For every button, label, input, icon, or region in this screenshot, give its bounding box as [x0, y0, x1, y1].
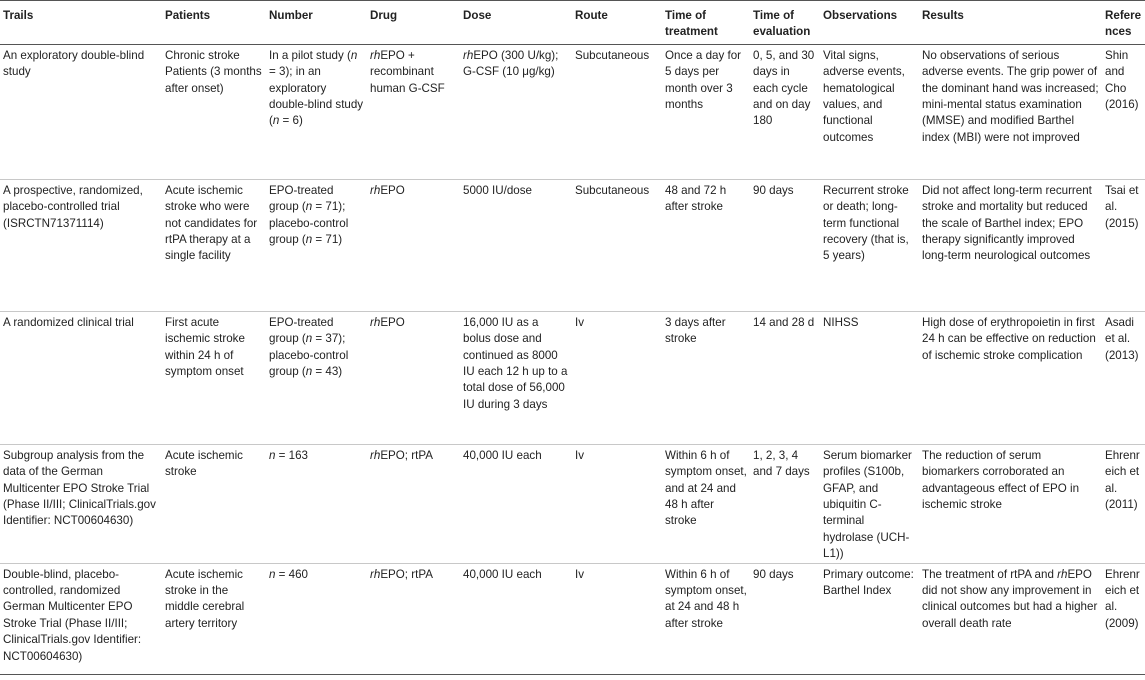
- cell-drug: rhEPO: [367, 311, 460, 444]
- table-row: [0, 444, 1145, 563]
- cell-results: High dose of erythropoietin in first 24 h can be effective on reduction of ischemic stroke complication: [919, 311, 1102, 444]
- cell-references: Shin and Cho (2016): [1102, 44, 1145, 179]
- cell-references: Ehrenreich et al. (2011): [1102, 444, 1145, 563]
- table-row: [0, 179, 1145, 311]
- cell-time-of-treatment: Once a day for 5 days per month over 3 months: [662, 44, 750, 179]
- header-dose: Dose: [460, 1, 572, 45]
- cell-dose: 40,000 IU each: [460, 444, 572, 563]
- header-observations: Observations: [820, 1, 919, 45]
- cell-observations: Serum biomarker profiles (S100b, GFAP, and ubiquitin C-terminal hydrolase (UCH-L1)): [820, 444, 919, 563]
- cell-patients: Acute ischemic stroke: [162, 444, 266, 563]
- cell-time-of-evaluation: 90 days: [750, 563, 820, 674]
- table-row: [0, 44, 1145, 179]
- header-time-of-treatment: Time of treatment: [662, 1, 750, 45]
- cell-time-of-treatment: 48 and 72 h after stroke: [662, 179, 750, 311]
- cell-route: Subcutaneous: [572, 179, 662, 311]
- table-row: [0, 311, 1145, 444]
- cell-time-of-treatment: Within 6 h of symptom onset, and at 24 and 48 h after stroke: [662, 444, 750, 563]
- cell-results: The reduction of serum biomarkers corroborated an advantageous effect of EPO in ischemic stroke: [919, 444, 1102, 563]
- cell-time-of-treatment: Within 6 h of symptom onset, at 24 and 48 h after stroke: [662, 563, 750, 674]
- cell-route: Iv: [572, 311, 662, 444]
- cell-trails: A randomized clinical trial: [0, 311, 162, 444]
- header-drug: Drug: [367, 1, 460, 45]
- cell-results: No observations of serious adverse events. The grip power of the dominant hand was increased; mini-mental status examination (MMSE) and modified Barthel index (MBI) were not improved: [919, 44, 1102, 179]
- cell-time-of-evaluation: 90 days: [750, 179, 820, 311]
- cell-time-of-evaluation: 0, 5, and 30 days in each cycle and on day 180: [750, 44, 820, 179]
- header-trails: Trails: [0, 1, 162, 45]
- cell-time-of-evaluation: 14 and 28 d: [750, 311, 820, 444]
- cell-trails: An exploratory double-blind study: [0, 44, 162, 179]
- cell-trails: Double-blind, placebo-controlled, randomized German Multicenter EPO Stroke Trial (Phase II/III; ClinicalTrials.gov Identifier: NCT00604630): [0, 563, 162, 674]
- cell-number: EPO-treated group (n = 71); placebo-control group (n = 71): [266, 179, 367, 311]
- cell-observations: Recurrent stroke or death; long-term functional recovery (that is, 5 years): [820, 179, 919, 311]
- header-patients: Patients: [162, 1, 266, 45]
- cell-trails: A prospective, randomized, placebo-controlled trial (ISRCTN71371114): [0, 179, 162, 311]
- header-row: [0, 1, 1145, 45]
- table-row: [0, 563, 1145, 674]
- cell-dose: 16,000 IU as a bolus dose and continued as 8000 IU each 12 h up to a total dose of 56,000 IU during 3 days: [460, 311, 572, 444]
- cell-drug: rhEPO + recombinant human G-CSF: [367, 44, 460, 179]
- cell-number: n = 460: [266, 563, 367, 674]
- cell-route: Subcutaneous: [572, 44, 662, 179]
- cell-number: In a pilot study (n = 3); in an exploratory double-blind study (n = 6): [266, 44, 367, 179]
- header-route: Route: [572, 1, 662, 45]
- cell-number: EPO-treated group (n = 37); placebo-control group (n = 43): [266, 311, 367, 444]
- cell-observations: Primary outcome: Barthel Index: [820, 563, 919, 674]
- cell-drug: rhEPO; rtPA: [367, 563, 460, 674]
- cell-patients: Chronic stroke Patients (3 months after onset): [162, 44, 266, 179]
- header-number: Number: [266, 1, 367, 45]
- cell-dose: rhEPO (300 U/kg); G-CSF (10 μg/kg): [460, 44, 572, 179]
- cell-results: The treatment of rtPA and rhEPO did not show any improvement in clinical outcomes but had a higher overall death rate: [919, 563, 1102, 674]
- cell-references: Tsai et al. (2015): [1102, 179, 1145, 311]
- header-results: Results: [919, 1, 1102, 45]
- cell-time-of-evaluation: 1, 2, 3, 4 and 7 days: [750, 444, 820, 563]
- cell-route: Iv: [572, 563, 662, 674]
- cell-trails: Subgroup analysis from the data of the German Multicenter EPO Stroke Trial (Phase II/III; ClinicalTrials.gov Identifier: NCT00604630): [0, 444, 162, 563]
- header-time-of-evaluation: Time of evaluation: [750, 1, 820, 45]
- cell-patients: First acute ischemic stroke within 24 h of symptom onset: [162, 311, 266, 444]
- cell-dose: 5000 IU/dose: [460, 179, 572, 311]
- cell-patients: Acute ischemic stroke in the middle cerebral artery territory: [162, 563, 266, 674]
- cell-results: Did not affect long-term recurrent stroke and mortality but reduced the scale of Barthel index; EPO therapy significantly improved long-term neurological outcomes: [919, 179, 1102, 311]
- cell-observations: Vital signs, adverse events, hematological values, and functional outcomes: [820, 44, 919, 179]
- cell-number: n = 163: [266, 444, 367, 563]
- header-references: References: [1102, 1, 1145, 45]
- cell-drug: rhEPO; rtPA: [367, 444, 460, 563]
- cell-references: Ehrenreich et al. (2009): [1102, 563, 1145, 674]
- cell-patients: Acute ischemic stroke who were not candidates for rtPA therapy at a single facility: [162, 179, 266, 311]
- cell-observations: NIHSS: [820, 311, 919, 444]
- cell-route: Iv: [572, 444, 662, 563]
- cell-dose: 40,000 IU each: [460, 563, 572, 674]
- cell-references: Asadi et al. (2013): [1102, 311, 1145, 444]
- cell-time-of-treatment: 3 days after stroke: [662, 311, 750, 444]
- cell-drug: rhEPO: [367, 179, 460, 311]
